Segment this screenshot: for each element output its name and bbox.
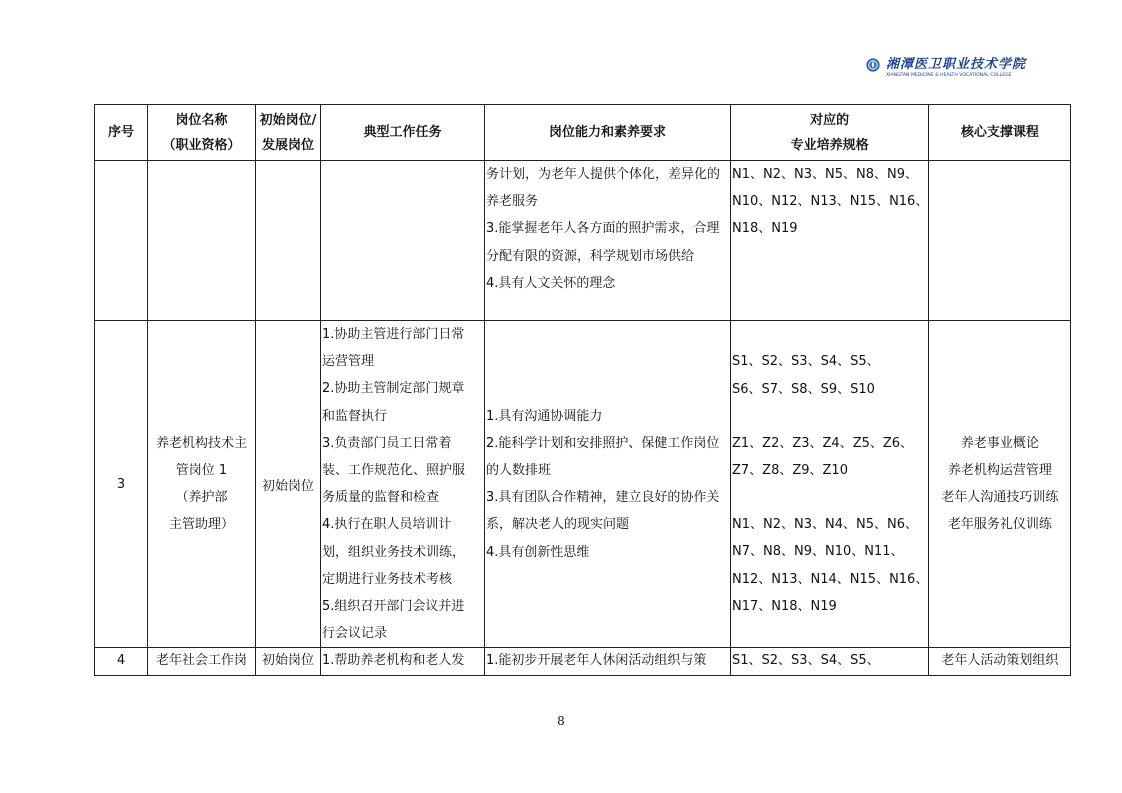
college-logo xyxy=(866,44,1026,86)
table-header-row xyxy=(95,105,1071,161)
college-emblem-icon xyxy=(866,47,880,83)
cell-abilities: 1.具有沟通协调能力 2.能科学计划和安排照护、保健工作岗位 的人数排班 3.具有团队合作精神，建立良好的协作关 系，解决老人的现实问题 4.具有创新性思维 xyxy=(485,321,731,648)
cell-post-type: 初始岗位 xyxy=(256,321,321,648)
cell-specs: N1、N2、N3、N5、N8、N9、 N10、N12、N13、N15、N16、 N18、N19 xyxy=(731,161,929,321)
header-tasks: 典型工作任务 xyxy=(321,105,485,161)
cell-abilities: 务计划，为老年人提供个体化，差异化的 养老服务 3.能掌握老年人各方面的照护需求，合理 分配有限的资源，科学规划市场供给 4.具有人文关怀的理念 xyxy=(485,161,731,321)
cell-post-name xyxy=(148,161,256,321)
cell-courses xyxy=(929,161,1071,321)
cell-specs: S1、S2、S3、S4、S5、 S6、S7、S8、S9、S10 Z1、Z2、Z3、Z4、Z5、Z6、 Z7、Z8、Z9、Z10 N1、N2、N3、N4、N5、N6、 N7、N8、N9、N10、N11、 N12、N13、N14、N15、N16、 N17、N18、N19 xyxy=(731,321,929,648)
logo-english-name: XIANGTAN MEDICINE & HEALTH VOCATIONAL COLLEGE xyxy=(885,72,1012,78)
table-row xyxy=(95,321,1071,648)
cell-courses: 养老事业概论 养老机构运营管理 老年人沟通技巧训练 老年服务礼仪训练 xyxy=(929,321,1071,648)
cell-abilities: 1.能初步开展老年人休闲活动组织与策 xyxy=(485,648,731,676)
cell-post-type: 初始岗位 xyxy=(256,648,321,676)
header-post-type: 初始岗位/ 发展岗位 xyxy=(256,105,321,161)
cell-tasks xyxy=(321,161,485,321)
cell-tasks: 1.帮助养老机构和老人发 xyxy=(321,648,485,676)
cell-no: 3 xyxy=(95,321,148,648)
table-row xyxy=(95,161,1071,321)
cell-no xyxy=(95,161,148,321)
logo-chinese-name: 湘潭医卫职业技术学院 xyxy=(885,56,1026,72)
header-specs: 对应的 专业培养规格 xyxy=(731,105,929,161)
cell-no: 4 xyxy=(95,648,148,676)
header-post-name: 岗位名称 （职业资格） xyxy=(148,105,256,161)
cell-tasks: 1.协助主管进行部门日常 运营管理 2.协助主管制定部门规章 和监督执行 3.负责部门员工日常着 装、工作规范化、照护服 务质量的监督和检查 4.执行在职人员培训计 划，组织业务技术训练， 定期进行业务技术考核 5.组织召开部门会议并进 行会议记录 xyxy=(321,321,485,648)
cell-post-type xyxy=(256,161,321,321)
training-table xyxy=(94,104,1071,676)
table-row xyxy=(95,648,1071,676)
header-courses: 核心支撑课程 xyxy=(929,105,1071,161)
cell-post-name: 老年社会工作岗 xyxy=(148,648,256,676)
cell-specs: S1、S2、S3、S4、S5、 xyxy=(731,648,929,676)
header-abilities: 岗位能力和素养要求 xyxy=(485,105,731,161)
header-no: 序号 xyxy=(95,105,148,161)
cell-post-name: 养老机构技术主 管岗位 1 （养护部 主管助理） xyxy=(148,321,256,648)
cell-courses: 老年人活动策划组织 xyxy=(929,648,1071,676)
page-number: 8 xyxy=(557,714,565,728)
